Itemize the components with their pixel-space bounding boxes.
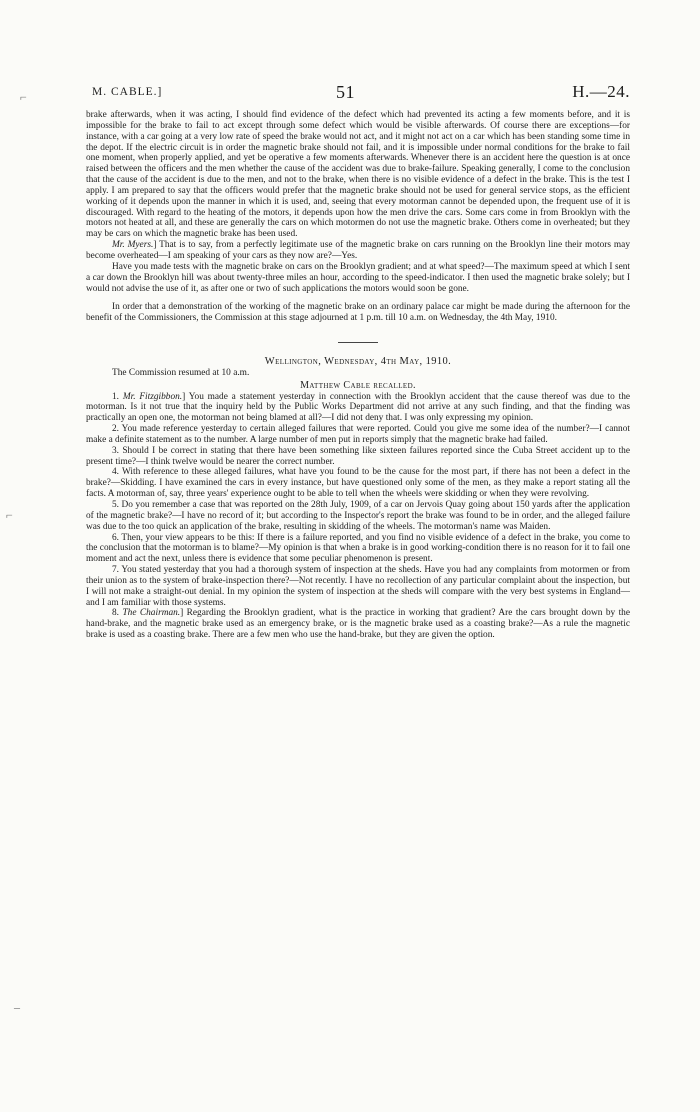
question-paragraph: 5. Do you remember a case that was reported on the 28th July, 1909, of a car on Jervois Quay going about 150 yards after the application of the magnetic brake?—I have no record of it; but according to the Inspector's report the brake was found to be in order, and the alleged failure was due to the too quick an application of the brake, resulting in skidding of the wheels. The motorman's name was Maiden.: [86, 500, 630, 532]
question-number: 8.: [112, 608, 120, 619]
question-paragraph: 6. Then, your view appears to be this: If there is a failure reported, and you find no visible evidence of a defect in the brake, you come to the conclusion that the motorman is to blame?—My opinion is that when a brake is in good working-condition there is no reason for it to fail one moment and act the next, unless there is evidence that some peculiar phenomenon is present.: [86, 532, 630, 565]
paragraph: In order that a demonstration of the working of the magnetic brake on an ordinary palace car might be made during the afternoon for the benefit of the Commissioners, the Commission at this stage adjourned at 1 p.m. till 10 a.m. on Wednesday, the 4th May, 1910.: [86, 302, 630, 324]
question-paragraph: [86, 608, 630, 641]
speaker: Mr. Myers.: [112, 240, 154, 251]
speaker: Mr. Fitzgibbon.: [122, 391, 183, 402]
margin-mark: ⌐: [6, 508, 13, 522]
session-note: The Commission resumed at 10 a.m.: [112, 367, 250, 378]
paragraph-text: ] That is to say, from a perfectly legitimate use of the magnetic brake on cars running on the Brooklyn line their motors may become overheated—I am speaking of your cars as they now are?—Yes.: [86, 240, 630, 261]
header-witness: M. CABLE.]: [92, 86, 163, 98]
question-text: ] You made a statement yesterday in connection with the Brooklyn accident that the cause thereof was due to the motorman. Is it not true that the inquiry held by the Public Works Department did not arrive at any such finding, and that the finding was practically an open one, the motorman not being blamed at all?—I did not deny that. I was only expressing my opinion.: [86, 391, 631, 424]
question-paragraph: 7. You stated yesterday that you had a thorough system of inspection at the sheds. Have you had any complaints from motormen or from their union as to the system of brake-inspection there?—Not recently. I have no recollection of any particular complaint about the inspection, but I will not make a straight-out denial. In my opinion the system of inspection at the sheds will compare with the very best systems in England—and I am familiar with those systems.: [86, 565, 630, 608]
witness-heading: Matthew Cable recalled.: [300, 379, 416, 391]
margin-mark: –: [14, 1000, 20, 1014]
question-text: ] Regarding the Brooklyn gradient, what is the practice in working that gradient? Are the cars brought down by the hand-brake, and the magnetic brake used as an emergency brake, or is the magnetic brake used as a coasting brake?—As a rule the magnetic brake is used as a coasting brake. There are a few men who use the hand-brake, but they are given the option.: [86, 608, 630, 641]
header-document-code: H.—24.: [572, 82, 630, 101]
section-divider: [338, 342, 378, 343]
question-paragraph: 2. You made reference yesterday to certain alleged failures that were reported. Could you give me some idea of the number?—I cannot make a definite statement as to the number. A large number of men put in reports simply that the magnetic brake had failed.: [86, 424, 630, 445]
question-paragraph: 4. With reference to these alleged failures, what have you found to be the cause for the most part, if there has not been a defect in the brake?—Skidding. I have examined the cars in every instance, but have questioned only some of the men, as they make a report stating all the facts. A motorman of, say, three years' experience ought to be able to tell when the wheels were skidding or when they were revolving.: [86, 467, 630, 500]
question-paragraph: [86, 392, 630, 425]
margin-mark: ⌐: [20, 90, 27, 104]
page-number: 51: [336, 82, 355, 102]
page-body: [86, 110, 630, 641]
question-paragraph: 3. Should I be correct in stating that there have been something like sixteen failures reported since the Cuba Street accident up to the present time?—I think twelve would be nearer the correct number.: [86, 445, 630, 467]
question-number: 1.: [112, 391, 120, 402]
speaker: The Chairman.: [122, 608, 181, 619]
paragraph: Have you made tests with the magnetic brake on cars on the Brooklyn gradient; and at what speed?—The maximum speed at which I sent a car down the Brooklyn hill was about twenty-three miles an hour, according to the speed-indicator. I then used the magnetic brake solely; but I would not advise the use of it, as after one or two of such applications the motors would soon be gone.: [86, 261, 630, 294]
page-header: [92, 84, 630, 102]
paragraph: brake afterwards, when it was acting, I should find evidence of the defect which had prevented its acting a few moments before, and it is impossible for the brake to fail to act except through some defect which would be visible afterwards. Of course there are exceptions—for instance, with a car going at a very low rate of speed the brake would not act, and it might not act on a car which has been standing some time in the depot. If the electric circuit is in order the magnetic brake should not fail, and it is impossible under normal conditions for the brake to fail one moment, when properly applied, and yet be operative a few moments afterwards. Whenever there is an accident here the question is at once raised between the officers and the men whether the cause of the accident was due to brake-failure. Speaking generally, I come to the conclusion that the cause of the accident is due to the men, and not to the brake, when there is no visible evidence of a defect in the brake. This is the test I apply. I am prepared to say that the officers would prefer that the magnetic brake should not be used for general service stops, as the efficient working of it depends upon the manner in which it is used, and, seeing that every motorman cannot be depended upon, the frequent use of it is discouraged. With regard to the heating of the motors, it depends upon how the men drive the cars. Some cars come in from Brooklyn with the motors not heated at all, and these are generally the cars on which motormen do not use the magnetic brake. Others come in overheated; but they may be cars on which the magnetic brake has been used.: [86, 110, 630, 240]
dateline: Wellington, Wednesday, 4th May, 1910.: [264, 356, 452, 368]
paragraph: [86, 240, 630, 262]
